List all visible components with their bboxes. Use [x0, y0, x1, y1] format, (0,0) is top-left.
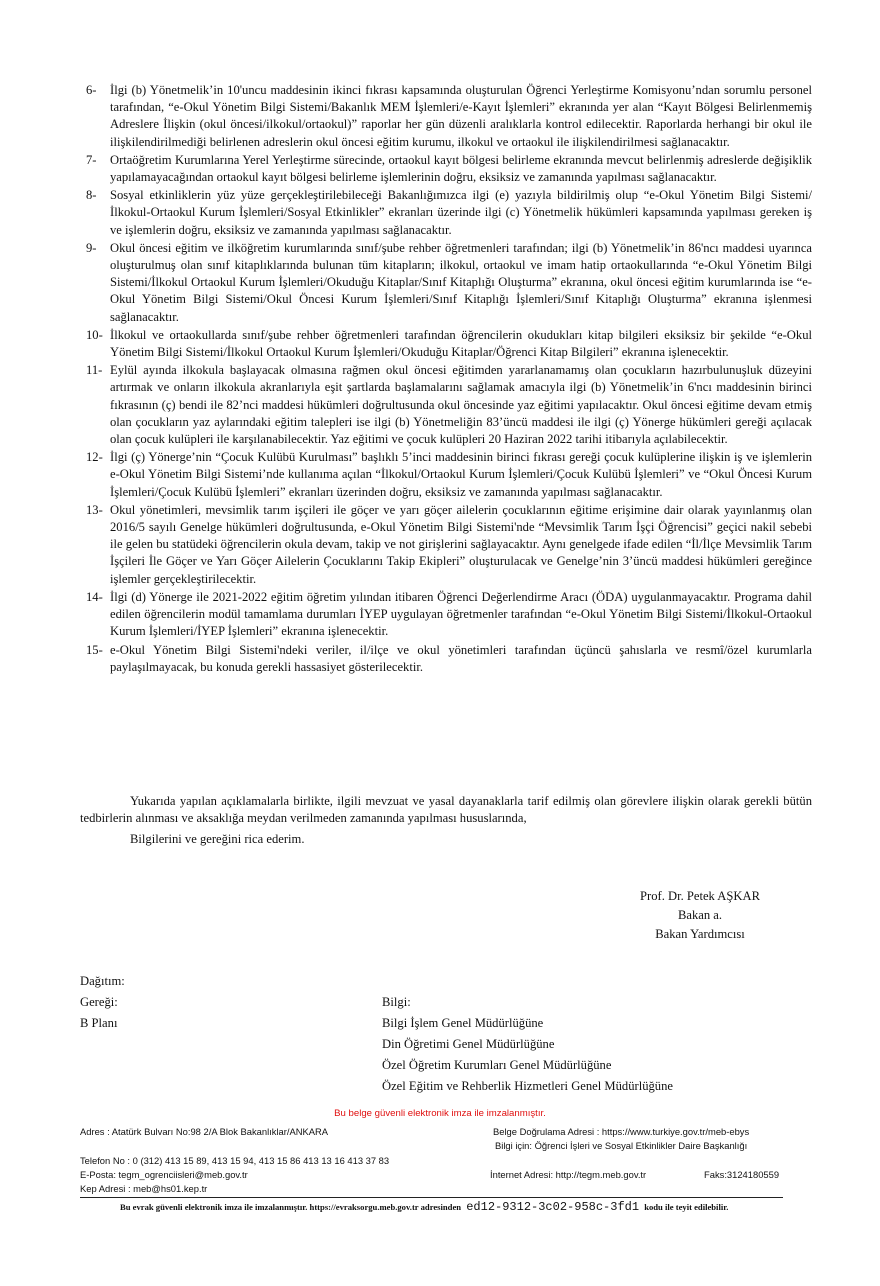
bilgi-label: Bilgi: [382, 995, 411, 1009]
item-number: 14- [86, 589, 103, 604]
bilgi-item: Özel Eğitim ve Rehberlik Hizmetleri Genel Müdürlüğüne [382, 1079, 673, 1093]
item-text: İlkokul ve ortaokullarda sınıf/şube rehber öğretmenleri tarafından öğrencilerin okudukları kitap bilgileri eksiksiz bir şekilde “e-Okul Yönetim Bilgi Sistemi/İlkokul Ortaokul Kurum İşlemleri/Okuduğu Kitaplar/Öğrenci Kitap Bilgileri” ekranına işlenecektir. [110, 327, 812, 360]
footer-divider [80, 1197, 783, 1198]
bilgi-item: Özel Öğretim Kurumları Genel Müdürlüğüne [382, 1058, 612, 1072]
item-number: 9- [86, 240, 97, 255]
item-number: 13- [86, 502, 103, 517]
item-number: 8- [86, 188, 97, 203]
verification-suffix: kodu ile teyit edilebilir. [644, 1202, 729, 1212]
gerek-value: B Planı [80, 1016, 118, 1030]
verification-code: ed12-9312-3c02-958c-3fd1 [466, 1200, 640, 1214]
bilgi-item: Din Öğretimi Genel Müdürlüğüne [382, 1037, 555, 1051]
item-text: Sosyal etkinliklerin yüz yüze gerçekleştirilebileceği Bakanlığımızca ilgi (e) yazıyla bildirilmiş olup “e-Okul Yönetim Bilgi Sistemi/İlkokul-Ortaokul Kurum İşlemleri/Sosyal Etkinlikler” ekranları üzerinde ilgi (c) Yönetmelik hükümleri kapsamında yapılması gereken iş ve işlemlerin doğru, eksiksiz ve zamanında yapılması sağlanacaktır. [110, 188, 812, 237]
list-item [80, 187, 812, 239]
gerek-label: Gereği: [80, 995, 118, 1009]
signatory-on-behalf: Bakan a. [677, 908, 723, 922]
distribution-left [80, 971, 125, 1034]
footer-kep: Kep Adresi : meb@hs01.kep.tr [80, 1183, 208, 1194]
item-text: Eylül ayında ilkokula başlayacak olmasına rağmen okul öncesi eğitimden yararlanamamış olan çocukların hazırbulunuşluk düzeyini artırmak ve onların ilkokula akranlarıyla eşit şartlarda başlamalarını sağlamak amacıyla ilgi (b) Yönetmelik’in 6'ncı maddesinin birinci fıkrasının (ç) bendi ile 82’nci maddesi hükümleri doğrultusunda okul öncesinde yaz eğitimi yapılacaktır. Okul öncesi eğitime devam etmiş olan çocukların yaz aylarındaki eğitim talepleri ise ilgi (b) Yönetmeliğin 83’üncü maddesi ile ilgi (ç) Yönerge hükümleri gereği açılacak olan çocuk kulüpleri ile karşılanabilecektir. Yaz eğitimi ve çocuk kulüpleri 20 Haziran 2022 tarihi itibarıyla açılabilecektir. [110, 363, 812, 447]
list-item [80, 152, 812, 186]
item-number: 15- [86, 642, 103, 657]
footer-verify-link[interactable]: Belge Doğrulama Adresi : https://www.turkiye.gov.tr/meb-ebys [493, 1126, 750, 1137]
item-text: Okul yönetimleri, mevsimlik tarım işçileri ile göçer ve yarı göçer ailelerin çocuklarının eğitime erişimine dair olarak yayınlanmış olan 2016/5 sayılı Genelge hükümleri doğrultusunda, e-Okul Yönetim Bilgi Sistemi'nde “Mevsimlik Tarım İşçi Öğrencisi” geçici nakil sebebi ile gelen bu statüdeki öğrencilerin okula devam, takip ve not girişlerini sağlayacaktır. Aynı genelgede ifade edilen “İl/İlçe Mevsimlik Tarım İşçileri İle Göçer ve Yarı Göçer Ailelerin Çocuklarını Takip Ekipleri” oluşturulacak ve Genelge’nin 3’üncü maddesi hükümleri gereğince işlemler gerçekleştirilecektir. [110, 502, 812, 586]
footer-email[interactable]: E-Posta: tegm_ogrenciisleri@meb.gov.tr [80, 1169, 248, 1180]
item-number: 12- [86, 450, 103, 465]
list-item [80, 589, 812, 641]
list-item [80, 240, 812, 326]
footer-phone: Telefon No : 0 (312) 413 15 89, 413 15 94, 413 15 86 413 13 16 413 37 83 [80, 1155, 390, 1166]
item-number: 10- [86, 327, 103, 342]
signatory-name: Prof. Dr. Petek AŞKAR [640, 889, 760, 903]
list-item [80, 327, 812, 361]
list-item [80, 82, 812, 151]
item-text: e-Okul Yönetim Bilgi Sistemi'ndeki veriler, il/ilçe ve okul yönetimleri tarafından üçüncü şahıslarla ve resmî/özel kurumlarla paylaşılmayacak, bu konuda gerekli hassasiyet gösterilecektir. [110, 642, 812, 674]
distribution-info [382, 992, 673, 1097]
footer-website[interactable]: İnternet Adresi: http://tegm.meb.gov.tr [490, 1169, 647, 1180]
item-number: 11- [86, 363, 103, 378]
distribution-title: Dağıtım: [80, 974, 125, 988]
signatory-title: Bakan Yardımcısı [655, 927, 745, 941]
item-text: Okul öncesi eğitim ve ilköğretim kurumlarında sınıf/şube rehber öğretmenleri tarafından; ilgi (b) Yönetmelik’in 86'ncı maddesi uyarınca oluşturulmuş olan sınıf kitaplıklarında bulunan tüm kitapların; ilkokul, ortaokul ve imam hatip ortaokullarında “e-Okul Yönetim Bilgi Sistemi/İlkokul Ortaokul Kurum İşlemleri/Okuduğu Kitaplar/Sınıf Kitaplığı Oluşturma” ekranına, okul öncesi eğitim kurumlarında ise “e-Okul Yönetim Bilgi Sistemi/Okul Öncesi Kurum İşlemleri/Sınıf Kitaplığı İşlemleri/Sınıf Kitaplığı Oluşturma” ekranına işlenmesi sağlanacaktır. [110, 240, 812, 324]
numbered-items [80, 82, 812, 677]
list-item [80, 362, 812, 448]
footer-info-contact: Bilgi için: Öğrenci İşleri ve Sosyal Etkinlikler Daire Başkanlığı [495, 1140, 748, 1151]
footer-fax: Faks:3124180559 [704, 1169, 780, 1180]
bilgi-item: Bilgi İşlem Genel Müdürlüğüne [382, 1016, 544, 1030]
item-number: 6- [86, 83, 97, 97]
verification-line [120, 1200, 728, 1214]
footer-address: Adres : Atatürk Bulvarı No:98 2/A Blok Bakanlıklar/ANKARA [80, 1126, 329, 1137]
verification-prefix: Bu evrak güvenli elektronik imza ile imzalanmıştır. https://evraksorgu.meb.gov.tr adresinden [120, 1202, 462, 1212]
list-item [80, 502, 812, 588]
item-text: İlgi (d) Yönerge ile 2021-2022 eğitim öğretim yılından itibaren Öğrenci Değerlendirme Aracı (ÖDA) uygulanmayacaktır. Programa dahil edilen öğrencilerin modül tamamlama durumları İYEP uygulayan öğretmenler tarafından “e-Okul Yönetim Bilgi Sistemi/İlkokul-Ortaokul Kurum İşlemleri/İYEP İşlemleri” ekranına işlenecektir. [110, 589, 812, 639]
item-text: Ortaöğretim Kurumlarına Yerel Yerleştirme sürecinde, ortaokul kayıt bölgesi belirleme ekranında mevcut belirlenmiş adreslerde değişiklik yapılamayacağından ortaokul kayıt bölgesi belirleme işlemlerinin doğru, eksiksiz ve zamanında yapılması sağlanacaktır. [110, 152, 812, 185]
closing-request: Bilgilerini ve gereğini rica ederim. [130, 832, 305, 846]
list-item [80, 449, 812, 501]
list-item [80, 642, 812, 676]
item-text: İlgi (b) Yönetmelik’in 10'uncu maddesinin ikinci fıkrası kapsamında oluşturulan Öğrenci Yerleştirme Komisyonu’ndan sorumlu personel tarafından, “e-Okul Yönetim Bilgi Sistemi/Bakanlık MEM İşlemleri/e-Kayıt İşlemleri” ekranında yer alan “Kayıt Bölgesi Belirlenmemiş Adreslere İlişkin (okul öncesi/ilkokul/ortaokul)” raporlar her gün düzenli aralıklarla kontrol edilecektir. Raporlarda herhangi bir okul ile ilişkilendirilmediği belirlenen adreslerin okul öncesi eğitim kurumu, ilkokul ve ortaokul ile ilişkilendirilmesi sağlanacaktır. [110, 83, 812, 149]
item-number: 7- [86, 152, 97, 167]
closing-paragraph: Yukarıda yapılan açıklamalarla birlikte, ilgili mevzuat ve yasal dayanaklarla tarif edilmiş olan görevlere ilişkin olarak gerekli bütün tedbirlerin alınması ve aksaklığa meydan verilmeden zamanında yapılması hususlarında, [80, 794, 812, 826]
esign-notice: Bu belge güvenli elektronik imza ile imzalanmıştır. [334, 1108, 546, 1119]
signature-block [600, 887, 800, 944]
item-text: İlgi (ç) Yönerge’nin “Çocuk Kulübü Kurulması” başlıklı 5’inci maddesinin birinci fıkrası gereği çocuk kulüplerine ilişkin iş ve işlemlerin e-Okul Yönetim Bilgi Sistemi’nde kullanıma açılan “İlkokul/Ortaokul Kurum İşlemleri/Çocuk Kulübü İşlemleri” ve “Okul Öncesi Kurum İşlemleri/Çocuk Kulübü İşlemleri” ekranları üzerinden doğru, eksiksiz ve zamanında yapılması sağlanacaktır. [110, 450, 812, 499]
